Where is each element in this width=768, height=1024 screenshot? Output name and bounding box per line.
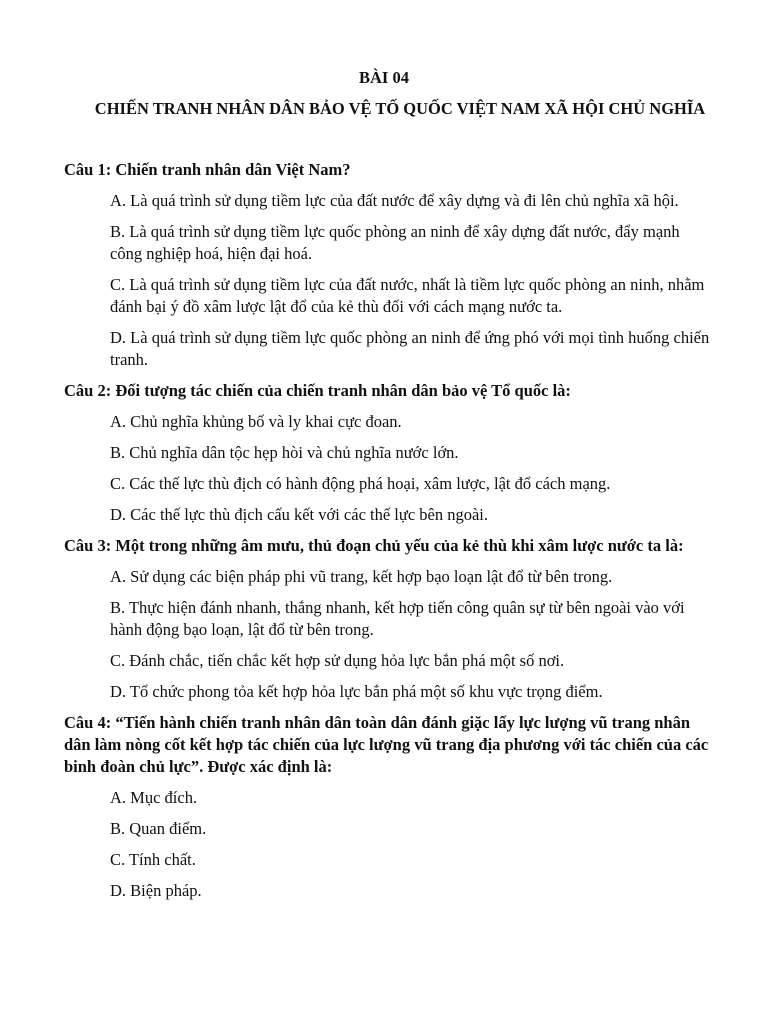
option-d: D. Là quá trình sử dụng tiềm lực quốc phòng an ninh để ứng phó với mọi tình huống chiến tranh. [110, 328, 710, 369]
option-c: C. Đánh chắc, tiến chắc kết hợp sử dụng hỏa lực bắn phá một số nơi. [110, 651, 565, 670]
option-c: C. Các thế lực thù địch có hành động phá hoại, xâm lược, lật đổ cách mạng. [110, 474, 611, 493]
option-a: A. Chủ nghĩa khủng bố và ly khai cực đoan. [110, 412, 402, 431]
option-b: B. Chủ nghĩa dân tộc hẹp hòi và chủ nghĩa nước lớn. [110, 443, 459, 462]
option-d: D. Tổ chức phong tỏa kết hợp hỏa lực bắn phá một số khu vực trọng điểm. [110, 682, 603, 701]
option-c: C. Tính chất. [110, 850, 196, 869]
option-b: B. Quan điểm. [110, 819, 207, 838]
question-1 [64, 159, 714, 371]
option-d: D. Biện pháp. [110, 881, 202, 900]
question-4 [64, 712, 714, 902]
question-3 [64, 535, 714, 703]
lesson-label: BÀI 04 [359, 68, 409, 87]
question-text: Câu 3: Một trong những âm mưu, thủ đoạn chủ yếu của kẻ thù khi xâm lược nước ta là: [64, 536, 684, 555]
question-text: Câu 1: Chiến tranh nhân dân Việt Nam? [64, 160, 351, 179]
option-d: D. Các thế lực thù địch cấu kết với các thế lực bên ngoài. [110, 505, 489, 524]
question-text: Câu 4: “Tiến hành chiến tranh nhân dân toàn dân đánh giặc lấy lực lượng vũ trang nhân dân làm nòng cốt kết hợp tác chiến của lực lượng vũ trang địa phương với tác chiến của các binh đoàn chủ lực”. Được xác định là: [64, 713, 709, 776]
question-list [64, 159, 714, 911]
chapter-title: CHIẾN TRANH NHÂN DÂN BẢO VỆ TỐ QUỐC VIỆT NAM XÃ HỘI CHỦ NGHĨA [94, 99, 706, 118]
option-b: B. Là quá trình sử dụng tiềm lực quốc phòng an ninh để xây dựng đất nước, đẩy mạnh công nghiệp hoá, hiện đại hoá. [110, 222, 680, 263]
option-a: A. Sử dụng các biện pháp phi vũ trang, kết hợp bạo loạn lật đổ từ bên trong. [110, 567, 613, 586]
option-a: A. Mục đích. [110, 788, 198, 807]
question-text: Câu 2: Đối tượng tác chiến của chiến tranh nhân dân bảo vệ Tổ quốc là: [64, 381, 571, 400]
option-a: A. Là quá trình sử dụng tiềm lực của đất nước để xây dựng và đi lên chủ nghĩa xã hội. [110, 191, 679, 210]
question-2 [64, 380, 714, 526]
option-c: C. Là quá trình sử dụng tiềm lực của đất nước, nhất là tiềm lực quốc phòng an ninh, nhằm đánh bại ý đồ xâm lược lật đổ của kẻ thù đối với cách mạng nước ta. [110, 275, 705, 316]
option-b: B. Thực hiện đánh nhanh, thắng nhanh, kết hợp tiến công quân sự từ bên ngoài vào với hành động bạo loạn, lật đổ từ bên trong. [110, 598, 685, 639]
